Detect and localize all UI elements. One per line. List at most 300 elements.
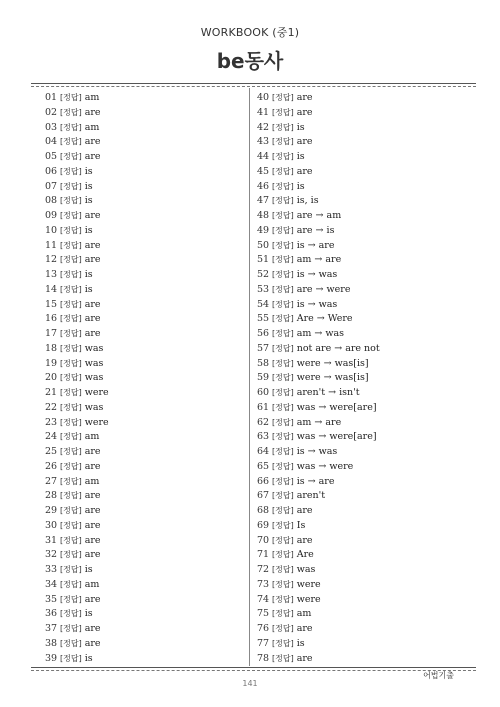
answer-item — [257, 106, 380, 121]
answer-tag: [정답] — [272, 329, 294, 338]
answer-number: 30 — [45, 519, 58, 531]
answer-text: is — [296, 121, 305, 133]
answer-number: 32 — [45, 549, 58, 561]
answer-number: 13 — [45, 269, 58, 280]
answer-tag: [정답] — [272, 181, 294, 191]
answer-item — [257, 209, 380, 224]
answer-item — [257, 121, 380, 136]
answer-tag: [정답] — [60, 122, 82, 132]
answer-tag: [정답] — [272, 461, 294, 471]
answer-number: 47 — [257, 195, 270, 207]
answer-text: were — [84, 387, 109, 398]
answer-item — [257, 548, 380, 563]
answer-tag: [정답] — [272, 93, 294, 102]
answer-item — [257, 504, 380, 519]
answer-number: 26 — [45, 460, 58, 472]
answer-text: is — [296, 180, 305, 192]
answer-tag: [정답] — [272, 358, 294, 368]
answer-item — [45, 224, 109, 239]
answer-item — [257, 253, 380, 268]
answer-tag: [정답] — [60, 329, 82, 338]
answer-tag: [정답] — [60, 624, 82, 633]
answer-text: are → is — [296, 224, 335, 236]
answer-item — [45, 504, 109, 519]
answer-item — [45, 239, 109, 254]
answer-tag: [정답] — [272, 609, 294, 619]
answer-item — [45, 637, 109, 652]
answer-item — [257, 298, 380, 313]
answer-number: 74 — [257, 593, 270, 605]
answer-tag: [정답] — [60, 594, 82, 604]
answer-tag: [정답] — [272, 491, 294, 501]
answer-text: are — [84, 446, 101, 457]
answer-text: are — [84, 593, 101, 605]
answer-text: am → was — [296, 328, 345, 339]
answer-item — [257, 475, 380, 490]
answer-tag: [정답] — [60, 107, 82, 117]
answer-item — [45, 489, 109, 504]
answer-tag: [정답] — [60, 211, 82, 220]
answer-number: 16 — [45, 313, 58, 325]
answer-number: 48 — [257, 210, 270, 221]
answer-tag: [정답] — [272, 550, 294, 560]
answer-number: 52 — [257, 269, 270, 280]
answer-number: 54 — [257, 298, 270, 310]
answer-number: 18 — [45, 342, 58, 354]
answer-item — [45, 194, 109, 209]
answer-tag: [정답] — [60, 196, 82, 206]
answer-number: 04 — [45, 136, 58, 148]
answer-item — [257, 489, 380, 504]
answer-number: 25 — [45, 446, 58, 457]
answer-number: 63 — [257, 431, 270, 443]
answer-tag: [정답] — [60, 152, 82, 161]
answer-text: are — [296, 623, 313, 634]
answer-number: 21 — [45, 387, 58, 398]
answer-number: 40 — [257, 92, 270, 103]
answer-text: is — [84, 652, 93, 664]
answer-item — [45, 150, 109, 165]
answer-number: 39 — [45, 652, 58, 664]
answer-number: 24 — [45, 431, 58, 443]
answer-text: were — [296, 593, 321, 605]
answer-tag: [정답] — [272, 402, 294, 412]
answer-number: 53 — [257, 283, 270, 295]
answer-item — [45, 386, 109, 401]
answer-number: 22 — [45, 401, 58, 413]
answer-text: are — [296, 136, 313, 148]
answer-item — [257, 150, 380, 165]
answer-tag: [정답] — [60, 609, 82, 619]
answer-item — [257, 283, 380, 298]
answer-tag: [정답] — [60, 93, 82, 102]
answer-tag: [정답] — [60, 461, 82, 471]
answer-text: were → was[is] — [296, 372, 369, 384]
answer-number: 66 — [257, 475, 270, 487]
answer-item — [45, 593, 109, 608]
answer-text: is — [84, 195, 93, 207]
answer-number: 19 — [45, 357, 58, 369]
answer-number: 17 — [45, 328, 58, 339]
answer-text: are → am — [296, 210, 342, 221]
answer-text: is — [84, 165, 93, 177]
answer-item — [45, 268, 109, 283]
answer-text: is → was — [296, 269, 338, 280]
answer-tag: [정답] — [60, 181, 82, 191]
answer-tag: [정답] — [272, 579, 294, 589]
answer-tag: [정답] — [272, 255, 294, 265]
answer-tag: [정답] — [60, 535, 82, 545]
answer-text: are — [296, 505, 313, 516]
answer-number: 43 — [257, 136, 270, 148]
answer-item — [45, 371, 109, 386]
answer-item — [257, 165, 380, 180]
answer-number: 01 — [45, 92, 58, 103]
answer-text: was — [84, 357, 104, 369]
answer-text: were — [84, 416, 109, 428]
answer-text: was — [84, 372, 104, 384]
answer-tag: [정답] — [60, 166, 82, 176]
answer-item — [257, 312, 380, 327]
answer-number: 70 — [257, 534, 270, 546]
answer-tag: [정답] — [60, 491, 82, 501]
answer-item — [45, 534, 109, 549]
answer-number: 37 — [45, 623, 58, 634]
answer-text: are — [84, 490, 101, 502]
answer-item — [257, 180, 380, 195]
answer-tag: [정답] — [272, 299, 294, 309]
answer-number: 46 — [257, 180, 270, 192]
answer-text: are — [84, 534, 101, 546]
answer-text: is — [84, 283, 93, 295]
answer-item — [45, 135, 109, 150]
answer-item — [45, 165, 109, 180]
answer-tag: [정답] — [272, 137, 294, 147]
answer-text: was — [84, 342, 104, 354]
answer-number: 38 — [45, 637, 58, 649]
answer-text: is — [296, 637, 305, 649]
answer-tag: [정답] — [60, 314, 82, 324]
answer-number: 09 — [45, 210, 58, 221]
answer-item — [45, 357, 109, 372]
answer-text: is — [84, 564, 93, 575]
answer-item — [45, 652, 109, 667]
answer-text: are — [84, 313, 101, 325]
answer-item — [45, 519, 109, 534]
answer-number: 61 — [257, 401, 270, 413]
answer-number: 42 — [257, 121, 270, 133]
answer-item — [257, 578, 380, 593]
answer-item — [45, 253, 109, 268]
answer-tag: [정답] — [272, 122, 294, 132]
answer-item — [257, 386, 380, 401]
answer-text: was — [296, 564, 316, 575]
answer-number: 33 — [45, 564, 58, 575]
answer-number: 29 — [45, 505, 58, 516]
answer-text: are — [84, 623, 101, 634]
answer-text: am — [84, 92, 100, 103]
answer-item — [257, 607, 380, 622]
answer-text: was — [84, 401, 104, 413]
answer-item — [45, 445, 109, 460]
answer-text: was → were[are] — [296, 431, 377, 443]
answer-item — [257, 637, 380, 652]
answer-tag: [정답] — [272, 107, 294, 117]
answer-number: 65 — [257, 460, 270, 472]
answer-number: 71 — [257, 549, 270, 561]
answer-item — [257, 519, 380, 534]
answer-number: 07 — [45, 180, 58, 192]
answer-item — [45, 563, 109, 578]
answer-number: 77 — [257, 637, 270, 649]
answer-tag: [정답] — [60, 137, 82, 147]
answer-item — [45, 106, 109, 121]
answer-tag: [정답] — [272, 565, 294, 574]
answer-tag: [정답] — [60, 565, 82, 574]
answer-tag: [정답] — [272, 417, 294, 427]
answer-tag: [정답] — [60, 432, 82, 442]
answer-tag: [정답] — [60, 447, 82, 456]
answer-item — [45, 430, 109, 445]
answer-item — [257, 268, 380, 283]
answer-text: were → was[is] — [296, 357, 369, 369]
answer-tag: [정답] — [60, 638, 82, 648]
answer-tag: [정답] — [60, 284, 82, 294]
answer-tag: [정답] — [272, 653, 294, 663]
answer-tag: [정답] — [60, 225, 82, 235]
answer-tag: [정답] — [60, 417, 82, 427]
answer-number: 28 — [45, 490, 58, 502]
answer-text: is → was — [296, 298, 338, 310]
answer-number: 31 — [45, 534, 58, 546]
answer-number: 23 — [45, 416, 58, 428]
answer-number: 14 — [45, 283, 58, 295]
answer-text: are — [84, 106, 101, 118]
answer-item — [45, 121, 109, 136]
answer-tag: [정답] — [272, 447, 294, 456]
answer-tag: [정답] — [60, 240, 82, 250]
answer-item — [257, 652, 380, 667]
answer-tag: [정답] — [60, 358, 82, 368]
answer-number: 35 — [45, 593, 58, 605]
answer-text: am → are — [296, 416, 342, 428]
answer-number: 62 — [257, 416, 270, 428]
answer-number: 73 — [257, 578, 270, 590]
answer-number: 67 — [257, 490, 270, 502]
answer-tag: [정답] — [60, 343, 82, 353]
answer-tag: [정답] — [60, 476, 82, 486]
answer-item — [257, 91, 380, 106]
answer-tag: [정답] — [60, 373, 82, 383]
answer-tag: [정답] — [272, 270, 294, 279]
answer-text: are — [296, 106, 313, 118]
answer-text: was → were[are] — [296, 401, 377, 413]
answer-item — [45, 283, 109, 298]
answer-text: is — [296, 151, 305, 162]
answer-tag: [정답] — [272, 225, 294, 235]
answer-item — [45, 298, 109, 313]
answer-number: 76 — [257, 623, 270, 634]
answer-item — [257, 239, 380, 254]
column-divider — [249, 88, 250, 666]
answer-item — [257, 534, 380, 549]
answer-tag: [정답] — [272, 594, 294, 604]
answer-number: 57 — [257, 342, 270, 354]
answer-item — [45, 475, 109, 490]
answer-number: 64 — [257, 446, 270, 457]
answer-text: aren't → isn't — [296, 387, 360, 398]
answer-tag: [정답] — [272, 196, 294, 206]
answer-item — [257, 563, 380, 578]
workbook-subtitle: WORKBOOK (중1) — [200, 26, 300, 39]
answer-text: are — [84, 637, 101, 649]
answer-number: 15 — [45, 298, 58, 310]
answer-item — [45, 607, 109, 622]
answer-text: are — [84, 151, 101, 162]
answer-item — [45, 180, 109, 195]
answer-item — [45, 91, 109, 106]
answer-item — [257, 194, 380, 209]
answer-tag: [정답] — [60, 270, 82, 279]
answer-number: 02 — [45, 106, 58, 118]
answer-item — [257, 327, 380, 342]
answer-number: 08 — [45, 195, 58, 207]
answer-text: am — [84, 431, 100, 443]
answer-number: 50 — [257, 239, 270, 251]
answer-number: 72 — [257, 564, 270, 575]
answer-item — [45, 416, 109, 431]
answer-item — [45, 209, 109, 224]
answer-text: is — [84, 269, 93, 280]
page-title: be동사 — [216, 49, 284, 73]
answer-item — [257, 416, 380, 431]
answer-tag: [정답] — [272, 506, 294, 515]
answer-text: am — [296, 608, 312, 620]
answer-text: are — [296, 165, 313, 177]
answer-number: 41 — [257, 106, 270, 118]
answer-text: are — [84, 505, 101, 516]
answer-text: is, is — [296, 195, 319, 207]
answer-tag: [정답] — [272, 535, 294, 545]
answer-number: 12 — [45, 254, 58, 266]
answer-item — [257, 224, 380, 239]
answer-text: are — [84, 239, 101, 251]
answer-item — [45, 327, 109, 342]
answer-number: 05 — [45, 151, 58, 162]
answer-number: 58 — [257, 357, 270, 369]
answer-item — [45, 578, 109, 593]
answer-text: is → are — [296, 239, 335, 251]
answer-number: 49 — [257, 224, 270, 236]
answer-tag: [정답] — [272, 166, 294, 176]
answer-number: 20 — [45, 372, 58, 384]
answer-number: 60 — [257, 387, 270, 398]
answer-number: 45 — [257, 165, 270, 177]
answer-number: 55 — [257, 313, 270, 325]
answer-item — [45, 548, 109, 563]
answer-item — [257, 371, 380, 386]
answer-number: 27 — [45, 475, 58, 487]
answer-text: are — [84, 210, 101, 221]
answer-tag: [정답] — [272, 476, 294, 486]
answer-text: were — [296, 578, 321, 590]
answer-text: are → were — [296, 283, 351, 295]
answer-text: are — [84, 136, 101, 148]
answer-text: not are → are not — [296, 342, 380, 354]
answer-text: are — [84, 460, 101, 472]
answer-number: 51 — [257, 254, 270, 266]
answer-text: am — [84, 578, 100, 590]
answer-text: is → are — [296, 475, 335, 487]
answer-tag: [정답] — [60, 653, 82, 663]
answer-item — [257, 357, 380, 372]
answer-text: is — [84, 608, 93, 620]
answer-item — [45, 342, 109, 357]
answer-tag: [정답] — [60, 550, 82, 560]
answer-text: am — [84, 475, 100, 487]
answer-item — [257, 401, 380, 416]
answer-tag: [정답] — [272, 211, 294, 220]
answer-number: 10 — [45, 224, 58, 236]
answer-number: 11 — [45, 239, 58, 251]
answer-number: 34 — [45, 578, 58, 590]
answer-tag: [정답] — [272, 520, 294, 530]
answer-text: are — [84, 298, 101, 310]
answer-item — [257, 445, 380, 460]
answer-tag: [정답] — [272, 152, 294, 161]
answer-item — [257, 135, 380, 150]
answer-tag: [정답] — [272, 240, 294, 250]
answer-text: aren't — [296, 490, 326, 502]
answer-tag: [정답] — [60, 579, 82, 589]
answer-text: are — [84, 519, 101, 531]
answer-text: are — [296, 652, 313, 664]
answer-item — [45, 401, 109, 416]
answer-text: are — [84, 254, 101, 266]
page-number: 141 — [242, 679, 258, 688]
answer-item — [257, 460, 380, 475]
answer-text: is — [84, 180, 93, 192]
answer-number: 69 — [257, 519, 270, 531]
answer-text: are — [296, 92, 313, 103]
answer-item — [45, 460, 109, 475]
answer-tag: [정답] — [272, 314, 294, 324]
answer-tag: [정답] — [60, 299, 82, 309]
answer-number: 59 — [257, 372, 270, 384]
answer-number: 68 — [257, 505, 270, 516]
answer-number: 75 — [257, 608, 270, 620]
answer-tag: [정답] — [272, 624, 294, 633]
answer-number: 06 — [45, 165, 58, 177]
answer-tag: [정답] — [272, 343, 294, 353]
answer-column-left — [45, 91, 109, 666]
answer-number: 36 — [45, 608, 58, 620]
answer-number: 03 — [45, 121, 58, 133]
answer-text: are — [84, 549, 101, 561]
top-dashed-divider — [31, 86, 476, 87]
section-label: 어법기출 — [423, 671, 454, 680]
answer-text: am — [84, 121, 100, 133]
answer-number: 44 — [257, 151, 270, 162]
answer-item — [45, 312, 109, 327]
answer-number: 78 — [257, 652, 270, 664]
answer-tag: [정답] — [60, 255, 82, 265]
answer-tag: [정답] — [272, 284, 294, 294]
answer-tag: [정답] — [60, 388, 82, 397]
answer-text: Is — [296, 519, 306, 531]
top-divider — [31, 83, 476, 84]
answer-item — [257, 622, 380, 637]
